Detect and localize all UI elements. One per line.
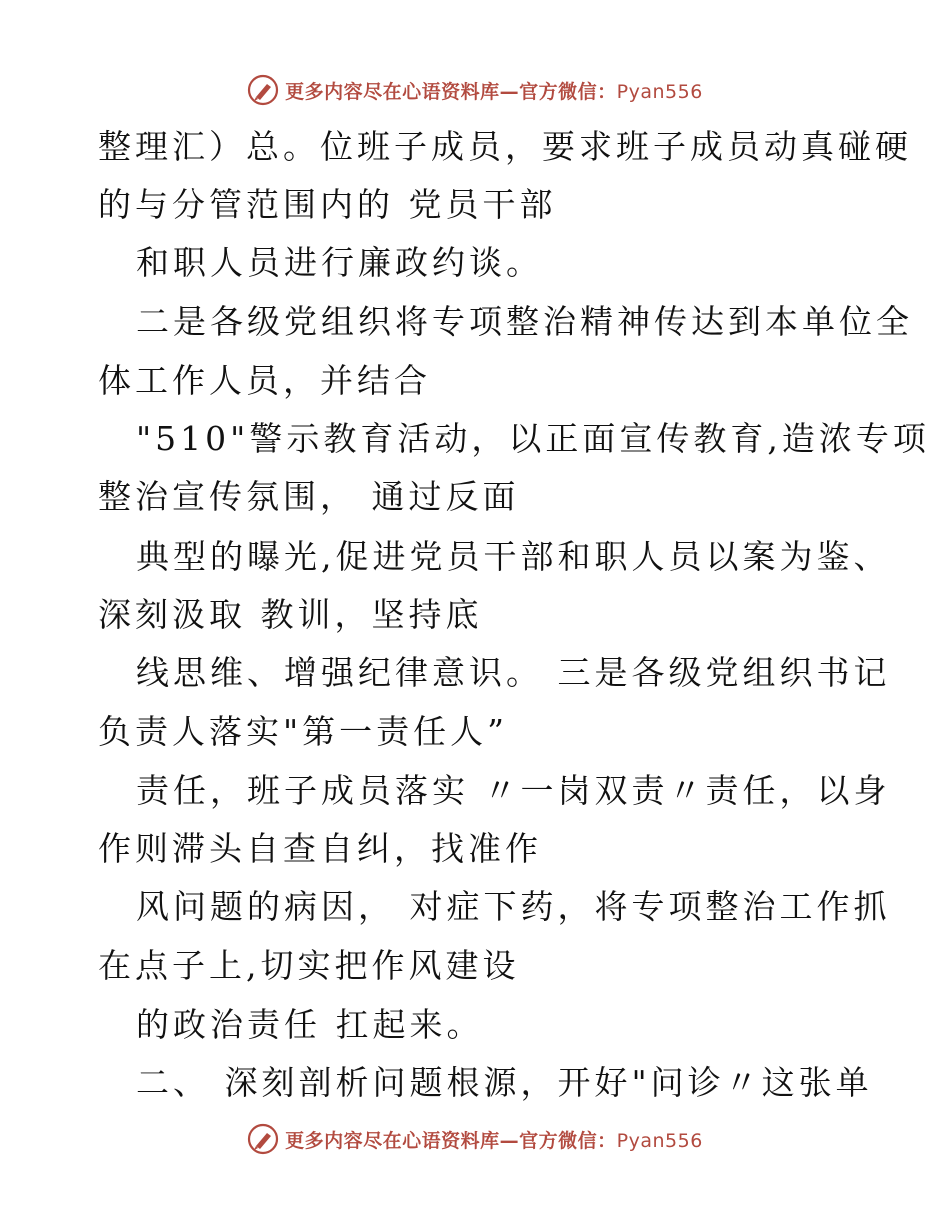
banner-text-cn: 更多内容尽在心语资料库—官方微信：	[285, 1129, 617, 1152]
text-line-1: 整理汇）总。位班子成员，要求班子成员动真碰硬	[98, 127, 912, 166]
text-line-13: 作则滞头自查自纠，找准作	[98, 829, 542, 868]
pen-nib-circle-icon	[247, 1123, 279, 1155]
text-line-7: 整治宣传氛围， 通过反面	[98, 477, 520, 516]
text-line-3: 和职人员进行廉政约谈。	[136, 243, 543, 282]
footer-watermark-banner	[0, 1119, 950, 1159]
text-line-16: 的政治责任 扛起来。	[136, 1005, 484, 1044]
text-line-14: 风问题的病因， 对症下药，将专项整治工作抓	[136, 887, 891, 926]
banner-text-en: Pyan556	[616, 80, 703, 103]
text-line-4: 二是各级党组织将专项整治精神传达到本单位全	[136, 302, 913, 341]
text-line-9: 深刻汲取 教训，坚持底	[98, 595, 483, 634]
text-line-2: 的与分管范围内的 党员干部	[98, 185, 557, 224]
text-line-6: "510"警示教育活动，以正面宣传教育,造浓专项	[136, 419, 930, 458]
header-watermark-banner	[0, 70, 950, 110]
banner-text-en: Pyan556	[616, 1129, 703, 1152]
text-line-11: 负责人落实"第一责任人”	[98, 712, 509, 751]
text-line-8: 典型的曝光,促进党员干部和职人员以案为鉴、	[136, 537, 891, 576]
text-line-17: 二、 深刻剖析问题根源，开好"问诊〃这张单	[136, 1063, 873, 1102]
banner-text	[285, 1126, 703, 1153]
text-line-5: 体工作人员，并结合	[98, 361, 431, 400]
banner-text-cn: 更多内容尽在心语资料库—官方微信：	[285, 80, 617, 103]
pen-nib-circle-icon	[247, 74, 279, 106]
banner-text	[285, 77, 703, 104]
text-line-10: 线思维、增强纪律意识。 三是各级党组织书记	[136, 653, 891, 692]
text-line-15: 在点子上,切实把作风建设	[98, 946, 520, 985]
text-line-12: 责任，班子成员落实 〃一岗双责〃责任，以身	[136, 771, 891, 810]
